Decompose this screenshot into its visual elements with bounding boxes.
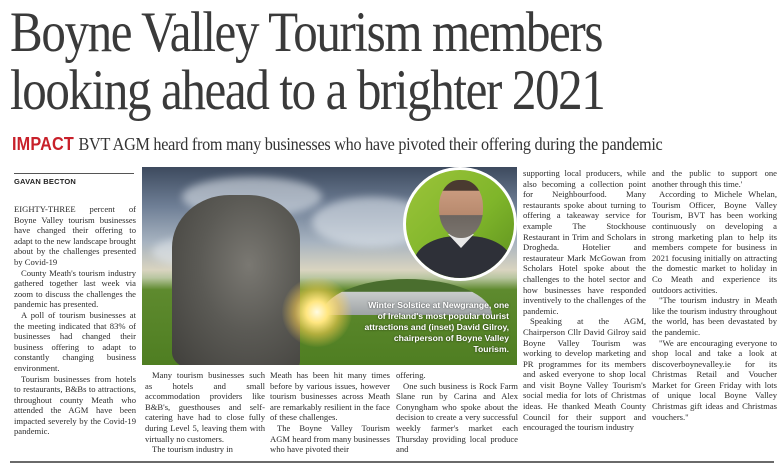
paragraph: Meath has been hit many times before by various issues, however tourism businesses across Meath are remarkably resilient in the face of these challenges. [270,370,390,423]
photo-caption: Winter Solstice at Newgrange, one of Ireland's most popular tourist attractions and (inset) David Gilroy, chairperson of Boyne Valley Tourism. [364,300,509,354]
headline [10,1,784,122]
paragraph: A poll of tourism businesses at the meeting indicated that 83% of businesses had changed their business offering to adapt to constantly changing business environment. [14,309,136,373]
paragraph: "The tourism industry in Meath like the tourism industry throughout the world, has been devastated by the pandemic. [652,295,777,337]
paragraph: Speaking at the AGM, Chairperson Cllr David Gilroy said Boyne Valley Tourism was working to develop marketing and PR programmes for its members and asked everyone to shop local and visit Boyne Valley Tourism's social media for lots of Christmas ideas. He thanked Meath County Council for their support and encouraged the tourism industry [523,316,646,433]
sun-flare [282,277,352,347]
paragraph: Tourism businesses from hotels to restaurants, B&Bs to attractions, throughout county Meath who attended the AGM have been impacted severely by the Covid-19 pandemic. [14,373,136,437]
headline-line-2: looking ahead to a brighter 2021 [10,59,605,122]
article-column-3 [270,370,390,455]
paragraph: "We are encouraging everyone to shop local and take a look at discoverboynevalley.ie for its Christmas Retail and Voucher Market for Green Friday with lots of unique local Boyne Valley Christmas gift ideas and Christmas vouchers." [652,337,777,422]
byline-rule [14,173,134,174]
paragraph: EIGHTY-THREE percent of Boyne Valley tourism businesses have changed their offering to adapt to the new landscape brought about by the challenges presented by Covid-19 [14,204,136,267]
article-column-5 [523,168,646,433]
article-column-4 [396,370,518,455]
paragraph: Many tourism businesses such as hotels and small accommodation providers like B&B's, guesthouses and self-catering have had to close fully during Level 5, leaving them with virtually no customers. [145,370,265,444]
article-column-6 [652,168,777,422]
bottom-rule [10,461,774,463]
portrait-head [439,180,483,238]
paragraph: supporting local producers, while also becoming a collection point for Neighbourfood. Many restaurants spoke about turning to offering a takeaway service for example The Stockhouse Restaurant in Trim and Scholars in Drogheda. Hotelier and restaurateur Mark McGowan from Scholars Hotel spoke about the challenges to the hotel sector and how businesses have responded inventively to the challenges of the pandemic. [523,168,646,316]
lead-photo [142,167,517,365]
paragraph: According to Michele Whelan, Tourism Officer, Boyne Valley Tourism, BVT has been working continuously on developing a strong marketing plan to help its members compete for business in 2021 focusing initially on attracting the domestic market to holiday in Co Meath and experience its outdoors activities. [652,189,777,295]
paragraph: and the public to support one another through this time.' [652,168,777,189]
paragraph: The Boyne Valley Tourism AGM heard from many businesses who have pivoted their [270,422,390,455]
standfirst-text: BVT AGM heard from many businesses who have pivoted their offering during the pandemic [78,134,663,154]
paragraph: The tourism industry in [152,444,233,455]
paragraph: County Meath's tourism industry gathered together last week via zoom to discuss the challenges the pandemic has presented. [14,267,136,310]
byline: GAVAN BECTON [14,177,76,186]
article-column-1 [14,204,136,437]
paragraph: offering. [396,370,426,380]
article-column-2 [145,370,265,455]
paragraph: One such business is Rock Farm Slane run by Carina and Alex Conyngham who spoke about the decision to create a very successful weekly farmer's market each Thursday providing local produce and [396,380,518,455]
kicker-label: IMPACT [12,134,74,154]
standing-stone [172,195,300,365]
standfirst [12,134,662,155]
inset-portrait [403,167,517,281]
headline-line-1: Boyne Valley Tourism members [10,1,603,64]
